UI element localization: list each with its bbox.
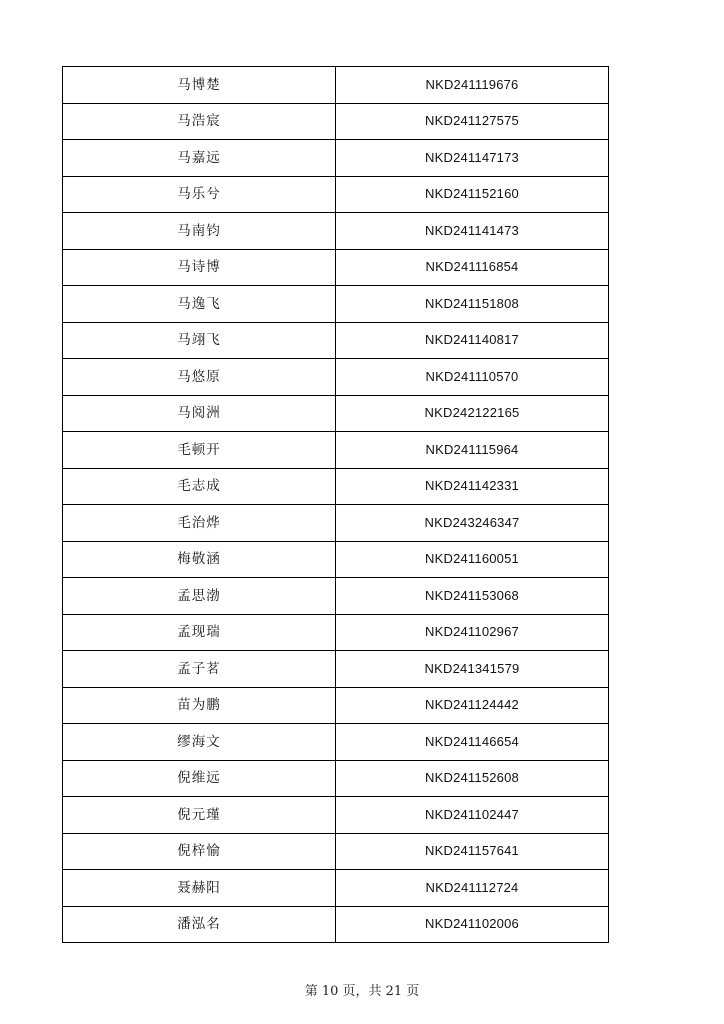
table-row (63, 103, 609, 140)
name-cell: 马乐兮 (63, 176, 336, 213)
table-row (63, 797, 609, 834)
table-row (63, 359, 609, 396)
id-code-cell: NKD242122165 (336, 395, 609, 432)
name-cell: 倪维远 (63, 760, 336, 797)
id-code-cell: NKD241152160 (336, 176, 609, 213)
id-code-cell: NKD241116854 (336, 249, 609, 286)
name-cell: 聂赫阳 (63, 870, 336, 907)
table-row (63, 140, 609, 177)
name-cell: 马翊飞 (63, 322, 336, 359)
table-row (63, 833, 609, 870)
id-code-cell: NKD241142331 (336, 468, 609, 505)
name-cell: 毛治烨 (63, 505, 336, 542)
table-row (63, 687, 609, 724)
id-code-cell: NKD241152608 (336, 760, 609, 797)
name-cell: 马逸飞 (63, 286, 336, 323)
name-cell: 潘泓名 (63, 906, 336, 943)
name-cell: 倪元瑾 (63, 797, 336, 834)
id-code-cell: NKD241124442 (336, 687, 609, 724)
name-cell: 马南钧 (63, 213, 336, 250)
name-cell: 马博楚 (63, 67, 336, 104)
id-code-cell: NKD241102447 (336, 797, 609, 834)
name-cell: 梅敬涵 (63, 541, 336, 578)
id-code-cell: NKD241127575 (336, 103, 609, 140)
page-footer: 第 10 页，共 21 页 (304, 984, 420, 999)
id-code-cell: NKD241151808 (336, 286, 609, 323)
id-code-cell: NKD241341579 (336, 651, 609, 688)
id-code-cell: NKD241102006 (336, 906, 609, 943)
name-cell: 孟思渤 (63, 578, 336, 615)
table-row (63, 724, 609, 761)
name-cell: 缪海文 (63, 724, 336, 761)
name-cell: 孟现瑞 (63, 614, 336, 651)
name-cell: 毛志成 (63, 468, 336, 505)
table-row (63, 322, 609, 359)
table-row (63, 432, 609, 469)
id-code-cell: NKD241141473 (336, 213, 609, 250)
table-row (63, 505, 609, 542)
id-code-cell: NKD243246347 (336, 505, 609, 542)
name-cell: 马嘉远 (63, 140, 336, 177)
id-code-cell: NKD241102967 (336, 614, 609, 651)
name-cell: 倪梓愉 (63, 833, 336, 870)
name-cell: 孟子茗 (63, 651, 336, 688)
table-row (63, 760, 609, 797)
name-cell: 苗为鹏 (63, 687, 336, 724)
roster-table (62, 66, 609, 943)
id-code-cell: NKD241157641 (336, 833, 609, 870)
id-code-cell: NKD241153068 (336, 578, 609, 615)
id-code-cell: NKD241140817 (336, 322, 609, 359)
name-cell: 毛顿开 (63, 432, 336, 469)
name-cell: 马悠原 (63, 359, 336, 396)
id-code-cell: NKD241115964 (336, 432, 609, 469)
id-code-cell: NKD241160051 (336, 541, 609, 578)
table-row (63, 213, 609, 250)
table-row (63, 249, 609, 286)
table-row (63, 286, 609, 323)
table-row (63, 468, 609, 505)
id-code-cell: NKD241146654 (336, 724, 609, 761)
id-code-cell: NKD241112724 (336, 870, 609, 907)
name-cell: 马诗博 (63, 249, 336, 286)
name-cell: 马浩宸 (63, 103, 336, 140)
name-cell: 马阅洲 (63, 395, 336, 432)
table-row (63, 176, 609, 213)
table-row (63, 614, 609, 651)
id-code-cell: NKD241110570 (336, 359, 609, 396)
id-code-cell: NKD241119676 (336, 67, 609, 104)
table-row (63, 870, 609, 907)
roster-table-body (63, 67, 609, 943)
table-row (63, 541, 609, 578)
table-row (63, 906, 609, 943)
table-row (63, 67, 609, 104)
id-code-cell: NKD241147173 (336, 140, 609, 177)
table-row (63, 395, 609, 432)
table-row (63, 578, 609, 615)
table-row (63, 651, 609, 688)
